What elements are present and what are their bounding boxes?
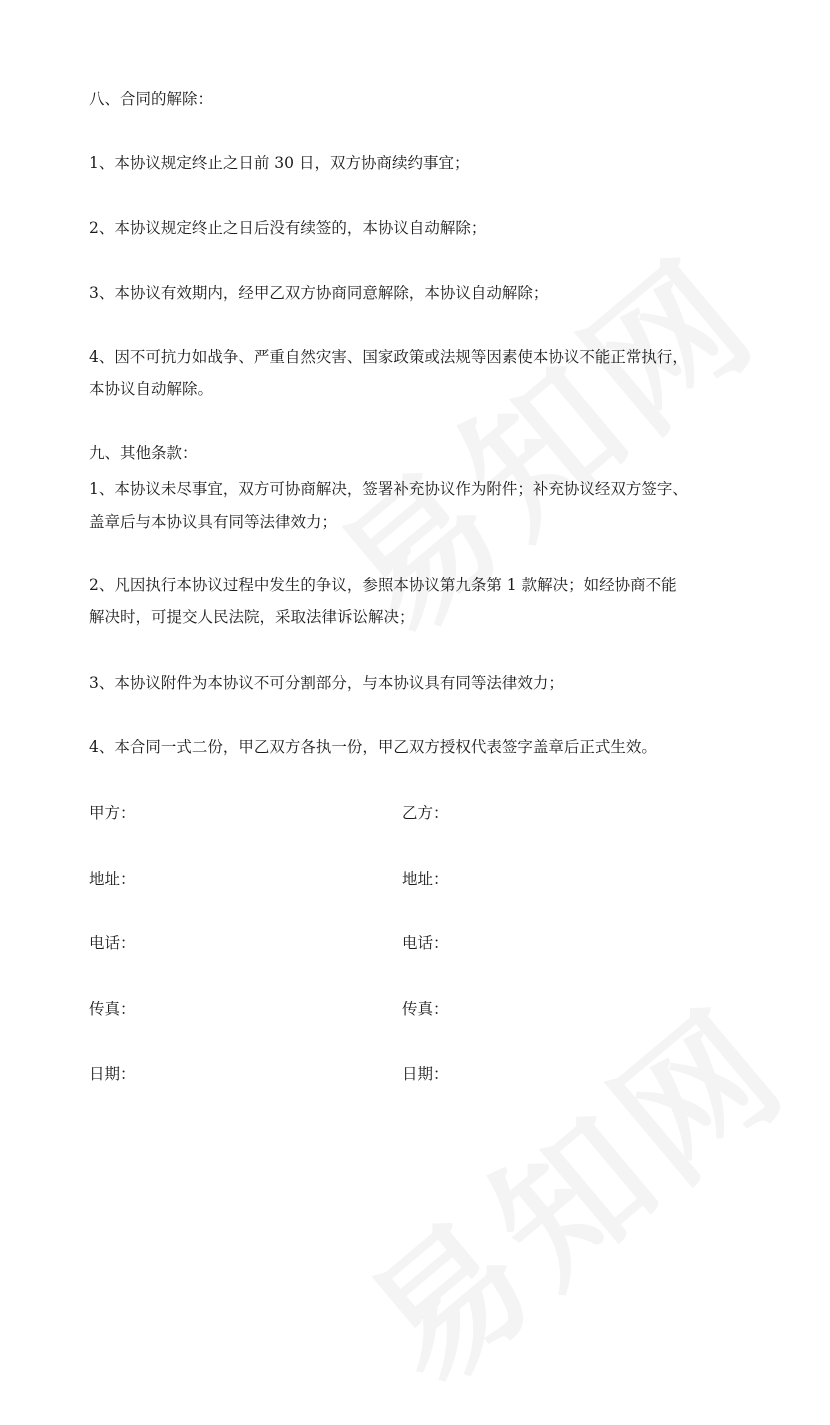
clause-text: 2、凡因执行本协议过程中发生的争议，参照本协议第九条第 1 款解决；如经协商不能 xyxy=(89,576,677,594)
clause-text: 4、因不可抗力如战争、严重自然灾害、国家政策或法规等因素使本协议不能正常执行， xyxy=(89,348,688,366)
watermark xyxy=(317,951,824,1425)
party-b-fax-label: 传真： xyxy=(402,1000,449,1018)
clause-text: 解决时，可提交人民法院，采取法律诉讼解决； xyxy=(89,608,415,626)
clause-text: 4、本合同一式二份，甲乙双方各执一份，甲乙双方授权代表签字盖章后正式生效。 xyxy=(89,738,657,756)
watermark xyxy=(287,201,794,675)
party-a-phone-label: 电话： xyxy=(89,934,136,952)
section-heading-other-terms: 九、其他条款： xyxy=(89,444,198,462)
party-a-label: 甲方： xyxy=(89,804,136,822)
party-a-date-label: 日期： xyxy=(89,1065,136,1083)
clause-text: 3、本协议有效期内，经甲乙双方协商同意解除，本协议自动解除； xyxy=(89,284,549,302)
party-a-address-label: 地址： xyxy=(89,870,136,888)
clause-text: 1、本协议规定终止之日前 30 日，双方协商续约事宜； xyxy=(89,154,470,172)
clause-text: 1、本协议未尽事宜，双方可协商解决，签署补充协议作为附件；补充协议经双方签字、 xyxy=(89,480,688,498)
party-b-address-label: 地址： xyxy=(402,870,449,888)
section-heading-termination: 八、合同的解除： xyxy=(89,90,214,108)
party-a-fax-label: 传真： xyxy=(89,1000,136,1018)
clause-text: 2、本协议规定终止之日后没有续签的，本协议自动解除； xyxy=(89,219,487,237)
party-b-label: 乙方： xyxy=(402,804,449,822)
party-b-phone-label: 电话： xyxy=(402,934,449,952)
clause-text: 3、本协议附件为本协议不可分割部分，与本协议具有同等法律效力； xyxy=(89,674,564,692)
clause-text: 盖章后与本协议具有同等法律效力； xyxy=(89,513,338,531)
clause-text: 本协议自动解除。 xyxy=(89,380,214,398)
party-b-date-label: 日期： xyxy=(402,1065,449,1083)
